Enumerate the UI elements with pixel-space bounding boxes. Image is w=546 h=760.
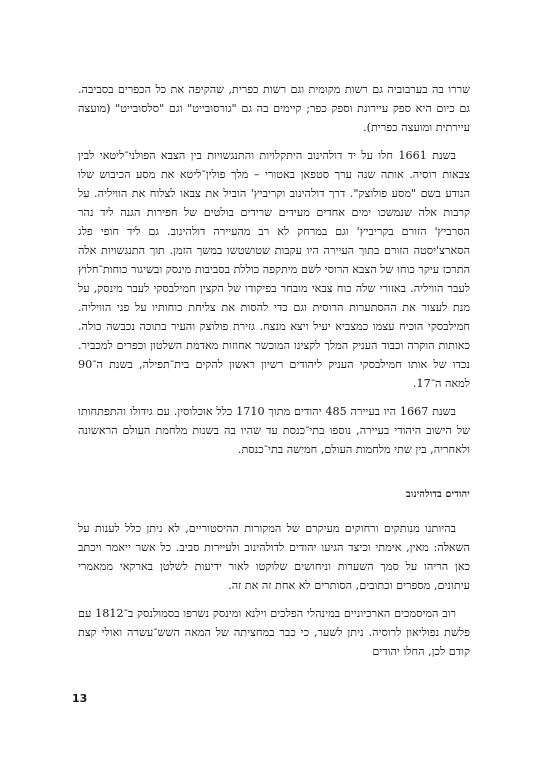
body-text-bottom bbox=[78, 519, 470, 661]
paragraph: בשנת 1661 חלו על יד דולהינוב היתקלויות והתנגשויות בין הצבא הפולני־ליטאי לבין צבאות רוסיה. אותה שנה ערך סטפאן באטורי – מלך פולין־ליטא את מסע הכיבוש שלו הנודע בשם "מסע פולוצק". דרך דולהינוב וקריביץ' הוביל את צבאו לצלוח את הוויליה. על קרבות אלה שנמשכו ימים אחדים מעידים שרידים בולטים של חפירות הגנה ליד נהר הסרביץ' הזורם בקריביץ' וגם במרחק לא רב מהעיירה דולהינוב. גם ליד חופי פלג הסארצ'יסטה הזורם בתוך העיירה היו עקבות שטושטשו במשך הזמן. תוך התנגשויות אלה התרכז עיקר כוחו של הצבא הרוסי לשם מיתקפה כוללת בסביבות מינסק ובשיגור כוחות־חלוץ לעבר הוויליה. באזורי שלה כוח צבאי מובחר בפיקודו של הקצין חמילבסקי לעבר מינסק, על מנת לעצור את ההסתערות הרוסית וגם כדי להסות את צליחת כוחותיו על פני הוויליה. חמילבסקי הוכיח עצמו כמצביא יעיל ויצא מנצח. גזירת פולוצק והעיר בתוכה נכבשה כולה. כאותות הוקרה וכבוד העניק המלך לקצינו המוכשר אחוזות מאדמת השלטון וכפרים למכביר. נכדו של אותו חמילבסקי העניק ליהודים רשיון ראשון להקים בית־תפילה, בשנת ה־90 למאה ה־17. bbox=[78, 149, 470, 390]
section-heading: יהודים בדולהינוב bbox=[406, 489, 470, 500]
paragraph: שררו בה בערבוביה גם רשות מקומית וגם רשות כפרית, שהקיפה את כל הכפרים בסביבה. גם כיום היא ספק עיירונת וספק כפר; קיימים בה גם "גורסובייט" וגם "סלסובייט" (מועצה עיירתית ומועצה כפרית). bbox=[78, 83, 470, 134]
page-number: 13 bbox=[72, 692, 88, 705]
paragraph: בהיותנו מנותקים ורחוקים מעיקרם של המקורות ההיסטוריים, לא ניתן כלל לענות על השאלה: מאין, אימתי וכיצד הגיעו יהודים לדולהינוב ולעיירות סביב. כל אשר ייאמר ויכתב כאן הריהו על סמך השערות וניחושים שלוקטו לאור ידיעות לשלטן בארקאי ממאמרי עיתונים, מספרים וכתובים, הסותרים לא אחת זה את זה. bbox=[78, 522, 470, 592]
paragraph: רוב המיסמכים הארכיוניים במינהלי הפלכים וילנא ומינסק נשרפו בסמולנסק ב־1812 עם פלשת נפוליאון לרוסיה. ניתן לשער, כי כבר במחציתה של המאה השש־עשרה ואולי קצת קודם לכן, החלו יהודים bbox=[78, 607, 470, 658]
paragraph: בשנת 1667 היו בעיירה 485 יהודים מתוך 1710 כלל אוכלוסין. עם גידולו והתפתחותו של הישוב היהודי בעיירה, נוספו בתי־כנסת עד שהיו בה בשנות מלחמת העולם הראשונה ולאחריה, בין שתי מלחמות העולם, חמישה בתי־כנסת. bbox=[78, 405, 470, 456]
body-text-top bbox=[78, 80, 470, 459]
